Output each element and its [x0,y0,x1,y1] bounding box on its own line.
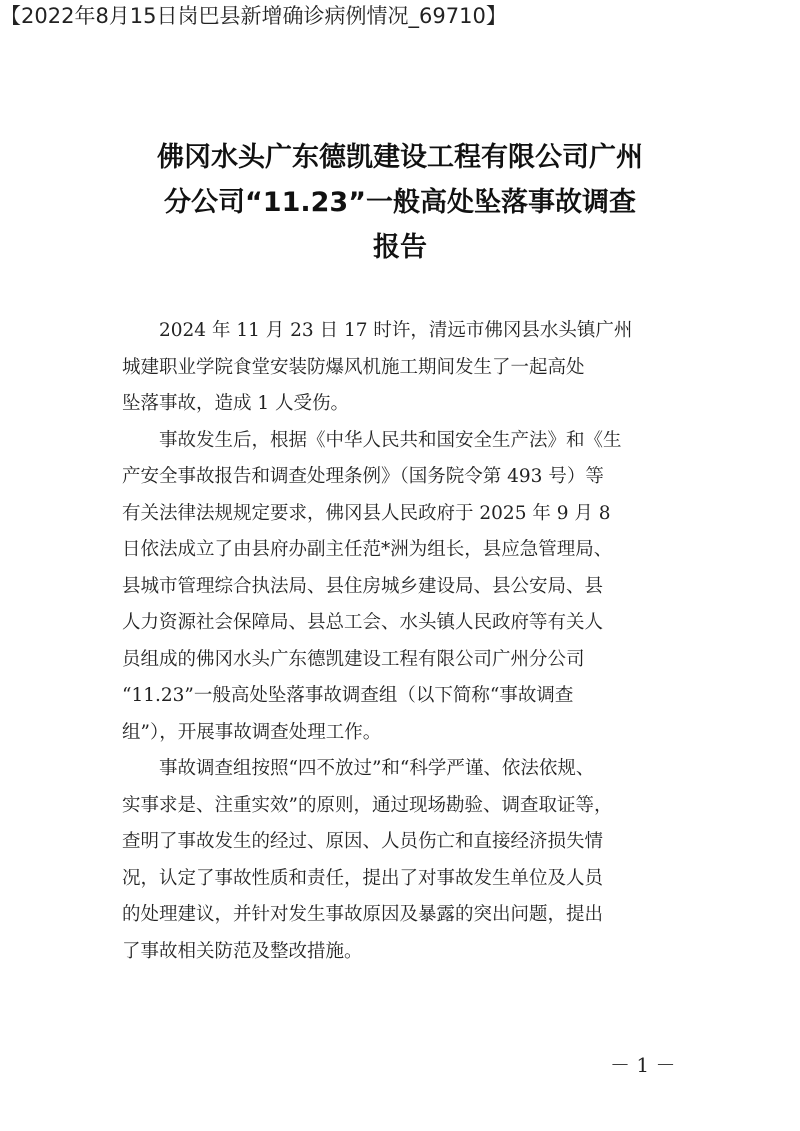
body-line: 产安全事故报告和调查处理条例》（国务院令第 493 号）等 [122,466,604,487]
body-line: 查明了事故发生的经过、原因、人员伤亡和直接经济损失情 [122,831,604,852]
body-line: 了事故相关防范及整改措施。 [122,940,363,962]
page-number: － 1 － [610,1053,676,1077]
body-line: 员组成的佛冈水头广东德凯建设工程有限公司广州分公司 [122,648,585,670]
body-line: 2024 年 11 月 23 日 17 时许，清远市佛冈县水头镇广州 [122,320,633,341]
body-line: 况，认定了事故性质和责任，提出了对事故发生单位及人员 [122,867,604,889]
report-body [122,313,680,970]
body-line: 坠落事故，造成 1 人受伤。 [122,393,350,414]
body-line: “11.23”一般高处坠落事故调查组（以下简称“事故调查 [122,685,574,706]
body-line: 城建职业学院食堂安装防爆风机施工期间发生了一起高处 [122,356,585,378]
body-line: 日依法成立了由县府办副主任范*洲为组长，县应急管理局、 [122,539,613,560]
page-caption: 【2022年8月15日岗巴县新增确诊病例情况_69710】 [0,4,507,28]
document-title [120,135,680,270]
title-line: 报告 [373,232,427,263]
title-line: 分公司“11.23”一般高处坠落事故调查 [164,187,636,218]
body-line: 县城市管理综合执法局、县住房城乡建设局、县公安局、县 [122,575,604,597]
title-line: 佛冈水头广东德凯建设工程有限公司广州 [157,142,643,173]
body-line: 事故调查组按照“四不放过”和“科学严谨、依法依规、 [122,758,595,779]
body-line: 的处理建议，并针对发生事故原因及暴露的突出问题，提出 [122,904,604,925]
body-line: 人力资源社会保障局、县总工会、水头镇人民政府等有关人 [122,612,604,633]
body-line: 有关法律法规规定要求，佛冈县人民政府于 2025 年 9 月 8 [122,502,611,524]
body-line: 实事求是、注重实效”的原则，通过现场勘验、调查取证等， [122,794,613,816]
body-line: 组”），开展事故调查处理工作。 [122,721,382,743]
body-line: 事故发生后，根据《中华人民共和国安全生产法》和《生 [122,429,622,451]
